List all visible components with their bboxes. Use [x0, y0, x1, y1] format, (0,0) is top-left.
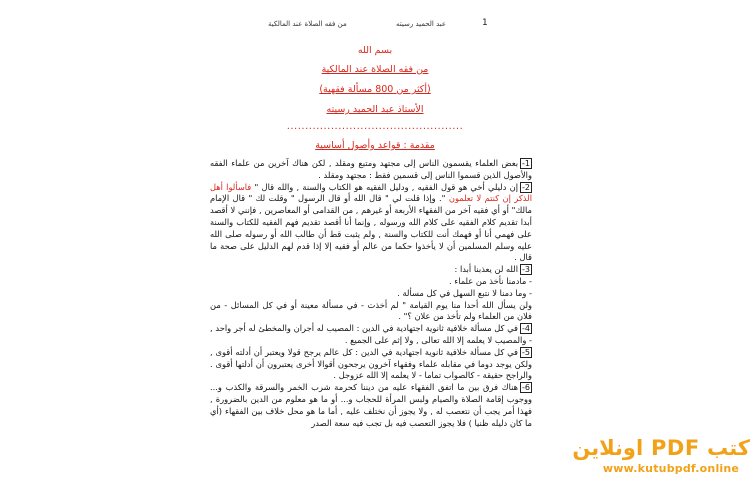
item-number: 5-: [522, 347, 530, 357]
item-number: 3-: [522, 265, 530, 275]
quran-quote: فاسألوا أهل الذكر إن كنتم لا تعلمون: [210, 181, 532, 204]
paragraph-text: في كل مسألة خلافية ثانوية اجتهادية في الدين : كل عالم يرجح قولا ويعتبر أن أدلته أقوى , ولكن يوجد دوما في مقابله علماء وفقهاء آخرون يرجحون أقوالا أخرى يعتبرون أن أدلتها أقوى . والراجح حقيقة - كالصواب تماما - لا يعلمه إلا الله عزوجل .: [210, 346, 532, 381]
paragraph-text: هناك فرق بين ما اتفق الفقهاء عليه من ديننا كحرمة شرب الخمر والسرقة والكذب و... ووجوب إقامة الصلاة والصيام ولبس المرأة للحجاب و... أو ما هو معلوم من الدين بالضرورة , فهذا أمر يجب أن نتعصب له , ولا يجوز أن نختلف عليه , أما ما هو محل خلاف بين الفقهاء (أي ما كان دليله ظنيا ) فلا يجوز التعصب فيه بل تجب فيه سعة الصدر: [210, 382, 532, 428]
basmala: بسم الله: [357, 45, 393, 56]
paragraph-3-a: - مادمنا نأخذ من علماء .: [449, 275, 532, 286]
paragraph-4: [210, 323, 532, 347]
paragraph-text: بعض العلماء يقسمون الناس إلى مجتهد ومتبع ومقلد , لكن هناك آخرين من علماء الفقه والأصول الذين قسموا الناس إلى قسمين فقط : مجتهد ومقلد .: [210, 158, 532, 180]
item-number: 2-: [522, 182, 530, 192]
author-name: الأستاذ عبد الحميد رسيته: [326, 104, 424, 115]
paragraph-5: [210, 347, 532, 382]
paragraph-text: إن دليلي أخي هو قول الفقيه , ودليل الفقيه هو الكتاب والسنة , والله قال ": [251, 181, 518, 192]
watermark-logo: كتب PDF اونلاين: [572, 436, 750, 460]
watermark-url[interactable]: www.kutubpdf.online: [602, 462, 740, 475]
body-text: [210, 158, 532, 429]
paragraph-text: في كل مسألة خلافية ثانوية اجتهادية في الدين : المصيب له أجران والمخطئ له أجر واحد , - والمصيب لا يعلمه إلا الله تعالى , ولا إثم على الجميع .: [210, 323, 532, 345]
paragraph-text: ". وإذا قلت لي " قال الله أو قال الرسول " وقلت لك " قال الإمام مالك" أو أي فقيه آخر من الفقهاء الأربعة أو غيرهم , من القدامى أو المعاصرين , فإنني لا أقصد أبدا تقديم كلام الفقيه على كلام الله ورسوله , وإنما أنا أقصد تقديم فهم الفقيه للكتاب والسنة على فهمي أنا أو فهمك أنت للكتاب والسنة , ولم يثبت قط أن طالب الله أو رسوله صلى الله عليه وسلم المسلمين أن لا يأخذوا حكما من عالم أو فقيه إلا إذا قدم لهم الدليل على صحة ما قال .: [210, 193, 532, 263]
intro-heading: مقدمة : قواعد وأصول أساسية: [315, 140, 435, 151]
item-number: 1-: [522, 159, 530, 168]
paragraph-6: [210, 382, 532, 429]
paragraph-3-c: ولن يسأل الله أحدا منا يوم القيامة " لم أخذت - في مسألة معينة أو في كل المسائل - من فلان من العلماء ولم تأخذ من علان ؟" .: [210, 299, 532, 322]
page-number: 1: [482, 18, 488, 28]
paragraph-text: الله لن يعذبنا أبدا :: [454, 264, 519, 275]
header-author: عبد الحميد رسيته: [396, 20, 447, 28]
paragraph-1: [210, 158, 532, 182]
book-title: من فقه الصلاة عند المالكية: [321, 64, 429, 75]
item-number: 6-: [522, 383, 530, 393]
paragraph-2: [210, 182, 532, 265]
item-number: 4-: [522, 324, 530, 334]
book-subtitle: (أكثر من 800 مسألة فقهية): [319, 84, 431, 95]
separator-dots: ................................................: [286, 121, 464, 132]
paragraph-3: [210, 264, 532, 276]
paragraph-3-b: - وما دمنا لا نتبع السهل في كل مسألة .: [397, 287, 532, 298]
header-book-title: من فقه الصلاة عند المالكية: [268, 20, 347, 28]
